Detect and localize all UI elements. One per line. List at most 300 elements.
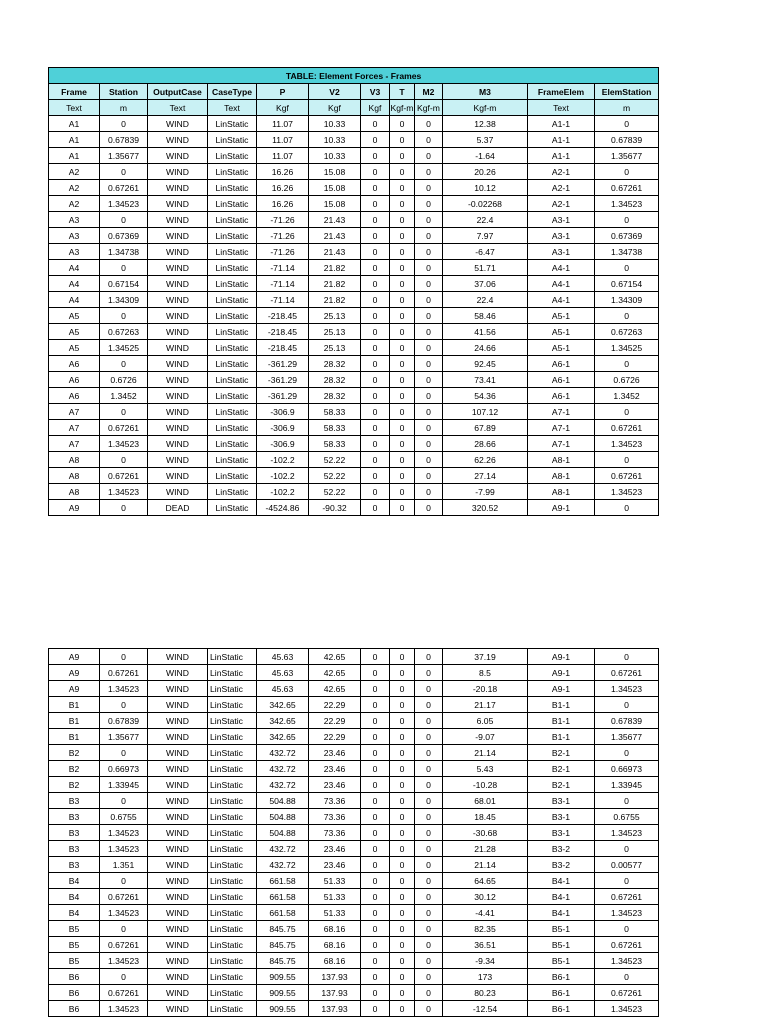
table-cell: WIND — [148, 372, 208, 388]
table-cell: -4524.86 — [257, 500, 309, 516]
table-cell: WIND — [148, 873, 208, 889]
table-cell: 1.34523 — [595, 825, 659, 841]
table-cell: A7 — [49, 436, 100, 452]
table-cell: 0 — [595, 969, 659, 985]
table-row — [49, 985, 659, 1001]
table-cell: 0 — [390, 308, 415, 324]
table-cell: 0 — [415, 436, 443, 452]
table-cell: 909.55 — [257, 969, 309, 985]
table-cell: 0 — [100, 649, 148, 665]
table-cell: 0 — [415, 777, 443, 793]
table-cell: 22.29 — [309, 729, 361, 745]
table-cell: 0 — [415, 713, 443, 729]
table-cell: 27.14 — [443, 468, 528, 484]
table-cell: 28.32 — [309, 356, 361, 372]
table-row — [49, 841, 659, 857]
table-cell: 0 — [415, 260, 443, 276]
table-cell: 0 — [390, 244, 415, 260]
table-cell: 0 — [361, 841, 390, 857]
table-cell: 23.46 — [309, 857, 361, 873]
table-cell: -361.29 — [257, 372, 309, 388]
table-cell: 0 — [390, 665, 415, 681]
table-cell: A4 — [49, 276, 100, 292]
table-cell: 15.08 — [309, 164, 361, 180]
table-body — [49, 116, 659, 516]
table-cell: 0 — [390, 404, 415, 420]
table-row — [49, 260, 659, 276]
table-cell: LinStatic — [208, 452, 257, 468]
table-cell: WIND — [148, 745, 208, 761]
table-cell: 0.66973 — [595, 761, 659, 777]
table-cell: -71.26 — [257, 228, 309, 244]
table-cell: 504.88 — [257, 793, 309, 809]
table-cell: 0 — [415, 665, 443, 681]
table-cell: 0 — [361, 260, 390, 276]
table-cell: 0 — [390, 132, 415, 148]
table-cell: LinStatic — [208, 793, 257, 809]
table-cell: 0 — [100, 164, 148, 180]
table-cell: 21.43 — [309, 228, 361, 244]
table-cell: A6 — [49, 372, 100, 388]
table-row — [49, 148, 659, 164]
table-cell: 51.33 — [309, 905, 361, 921]
table-cell: 22.29 — [309, 697, 361, 713]
table-cell: 73.41 — [443, 372, 528, 388]
table-cell: A7-1 — [528, 420, 595, 436]
table-cell: 0 — [100, 260, 148, 276]
table-cell: A8-1 — [528, 484, 595, 500]
table-cell: B4 — [49, 905, 100, 921]
table-cell: A1-1 — [528, 116, 595, 132]
table-cell: 342.65 — [257, 697, 309, 713]
table-cell: 0 — [361, 196, 390, 212]
table-cell: 28.32 — [309, 372, 361, 388]
table-cell: 1.34523 — [595, 905, 659, 921]
table-cell: 51.33 — [309, 873, 361, 889]
table-cell: 0 — [595, 500, 659, 516]
table-cell: Text — [49, 100, 100, 116]
table-cell: 0 — [390, 713, 415, 729]
table-cell: 432.72 — [257, 745, 309, 761]
table-cell: 0.67369 — [595, 228, 659, 244]
table-cell: Kgf-m — [415, 100, 443, 116]
table-cell: 10.33 — [309, 132, 361, 148]
table-cell: 0 — [415, 729, 443, 745]
table-cell: 16.26 — [257, 196, 309, 212]
table-cell: B5 — [49, 921, 100, 937]
table-cell: A2 — [49, 180, 100, 196]
table-cell: 432.72 — [257, 841, 309, 857]
table-cell: WIND — [148, 228, 208, 244]
table-cell: 432.72 — [257, 857, 309, 873]
table-cell: 0 — [415, 697, 443, 713]
table-cell: 0 — [595, 164, 659, 180]
table-cell: LinStatic — [208, 148, 257, 164]
table-cell: WIND — [148, 388, 208, 404]
table-cell: 0 — [100, 116, 148, 132]
table-cell: 0 — [390, 969, 415, 985]
table-cell: LinStatic — [208, 809, 257, 825]
table-cell: 0 — [595, 308, 659, 324]
table-cell: 0.6726 — [100, 372, 148, 388]
table-cell: 0 — [361, 180, 390, 196]
table-cell: 11.07 — [257, 132, 309, 148]
table-cell: 45.63 — [257, 665, 309, 681]
table-cell: B6 — [49, 985, 100, 1001]
table-cell: 0 — [361, 873, 390, 889]
table-cell: 845.75 — [257, 953, 309, 969]
table-cell: A5-1 — [528, 340, 595, 356]
table-cell: 1.34523 — [100, 484, 148, 500]
table-cell: 0 — [361, 276, 390, 292]
table-cell: 0 — [415, 649, 443, 665]
table-cell: LinStatic — [208, 697, 257, 713]
table-cell: -361.29 — [257, 388, 309, 404]
table-cell: 21.43 — [309, 212, 361, 228]
table-cell: 1.34523 — [595, 484, 659, 500]
table-cell: WIND — [148, 729, 208, 745]
table-cell: A7 — [49, 404, 100, 420]
table-cell: WIND — [148, 148, 208, 164]
table-cell: 0 — [100, 969, 148, 985]
table-cell: LinStatic — [208, 745, 257, 761]
table-cell: 0 — [595, 921, 659, 937]
table-cell: 16.26 — [257, 164, 309, 180]
table-cell: B3 — [49, 841, 100, 857]
table-row — [49, 276, 659, 292]
table-cell: 25.13 — [309, 324, 361, 340]
table-row — [49, 388, 659, 404]
table-row — [49, 340, 659, 356]
table-cell: 0 — [361, 132, 390, 148]
table-cell: 0 — [415, 841, 443, 857]
table-cell: 0 — [415, 681, 443, 697]
table-cell: 0.67263 — [595, 324, 659, 340]
table-cell: 0 — [361, 681, 390, 697]
table-cell: WIND — [148, 713, 208, 729]
table-cell: 909.55 — [257, 985, 309, 1001]
table-cell: 73.36 — [309, 809, 361, 825]
table-cell: 0 — [361, 825, 390, 841]
table-cell: 0 — [390, 905, 415, 921]
table-cell: 432.72 — [257, 777, 309, 793]
table-cell: 1.34523 — [595, 953, 659, 969]
table-cell: ElemStation — [595, 84, 659, 100]
table-cell: A9 — [49, 649, 100, 665]
table-cell: B1-1 — [528, 697, 595, 713]
table-cell: 661.58 — [257, 873, 309, 889]
table-cell: A5 — [49, 308, 100, 324]
table-cell: 0.67839 — [100, 713, 148, 729]
table-cell: 0 — [415, 921, 443, 937]
table-cell: A5-1 — [528, 308, 595, 324]
table-row — [49, 196, 659, 212]
table-cell: 21.82 — [309, 260, 361, 276]
table-cell: 661.58 — [257, 889, 309, 905]
table-cell: A3-1 — [528, 228, 595, 244]
table-cell: B3 — [49, 809, 100, 825]
table-cell: 0 — [390, 436, 415, 452]
table-cell: A9 — [49, 681, 100, 697]
table-cell: 0 — [415, 1001, 443, 1017]
table-cell: B2-1 — [528, 777, 595, 793]
table-cell: 0 — [361, 148, 390, 164]
table-row — [49, 324, 659, 340]
table-cell: LinStatic — [208, 228, 257, 244]
table-cell: 0.6755 — [595, 809, 659, 825]
table-row — [49, 809, 659, 825]
table-cell: -71.26 — [257, 212, 309, 228]
table-cell: A2-1 — [528, 196, 595, 212]
table-cell: WIND — [148, 825, 208, 841]
table-cell: V3 — [361, 84, 390, 100]
table-cell: 0.66973 — [100, 761, 148, 777]
table-cell: 0 — [595, 697, 659, 713]
table-cell: Frame — [49, 84, 100, 100]
table-cell: -306.9 — [257, 404, 309, 420]
table-cell: B6-1 — [528, 969, 595, 985]
table-cell: 0 — [361, 777, 390, 793]
table-cell: 45.63 — [257, 649, 309, 665]
table-cell: 0 — [415, 873, 443, 889]
table-cell: B3 — [49, 793, 100, 809]
table-cell: WIND — [148, 452, 208, 468]
table-cell: WIND — [148, 276, 208, 292]
table-cell: 0 — [390, 324, 415, 340]
table-row — [49, 468, 659, 484]
table-cell: A9 — [49, 665, 100, 681]
table-cell: 37.06 — [443, 276, 528, 292]
table-cell: -71.14 — [257, 276, 309, 292]
table-cell: WIND — [148, 681, 208, 697]
table-cell: 0 — [390, 985, 415, 1001]
table-cell: 0 — [361, 324, 390, 340]
table-cell: 7.97 — [443, 228, 528, 244]
table-cell: 0 — [390, 777, 415, 793]
table-cell: 0 — [361, 308, 390, 324]
table-cell: B6 — [49, 1001, 100, 1017]
table-row — [49, 825, 659, 841]
table-cell: 11.07 — [257, 116, 309, 132]
table-cell: Text — [528, 100, 595, 116]
table-cell: 0 — [415, 420, 443, 436]
table-cell: 0.67261 — [595, 665, 659, 681]
table-cell: 0 — [415, 180, 443, 196]
table-cell: 0 — [361, 761, 390, 777]
table-cell: 0.67839 — [595, 713, 659, 729]
table-cell: LinStatic — [208, 292, 257, 308]
table-cell: 23.46 — [309, 745, 361, 761]
table-cell: 0.67154 — [100, 276, 148, 292]
table-cell: 1.34523 — [100, 953, 148, 969]
table-cell: 25.13 — [309, 340, 361, 356]
table-cell: A2-1 — [528, 180, 595, 196]
table-cell: 58.33 — [309, 436, 361, 452]
table-row — [49, 873, 659, 889]
table-cell: B6-1 — [528, 985, 595, 1001]
table-cell: 0 — [361, 809, 390, 825]
table-cell: 0 — [390, 372, 415, 388]
table-cell: 0 — [595, 452, 659, 468]
table-row — [49, 420, 659, 436]
table-cell: 0 — [390, 116, 415, 132]
table-cell: FrameElem — [528, 84, 595, 100]
table-cell: Station — [100, 84, 148, 100]
table-cell: B4 — [49, 889, 100, 905]
table-cell: A2 — [49, 164, 100, 180]
table-cell: WIND — [148, 420, 208, 436]
table-cell: 342.65 — [257, 713, 309, 729]
table-cell: 1.34523 — [595, 1001, 659, 1017]
table-cell: 51.71 — [443, 260, 528, 276]
table-cell: 0 — [415, 484, 443, 500]
table-cell: 1.3452 — [595, 388, 659, 404]
table-cell: 12.38 — [443, 116, 528, 132]
table-cell: 0 — [361, 452, 390, 468]
table-cell: WIND — [148, 697, 208, 713]
table-cell: B5 — [49, 937, 100, 953]
table-cell: 0 — [390, 873, 415, 889]
table-cell: 0.67261 — [100, 665, 148, 681]
table-cell: 0 — [390, 340, 415, 356]
table-cell: 0.6726 — [595, 372, 659, 388]
table-cell: 21.14 — [443, 745, 528, 761]
table-row — [49, 681, 659, 697]
table-cell: 0 — [390, 889, 415, 905]
table-cell: B1-1 — [528, 729, 595, 745]
table-cell: 845.75 — [257, 921, 309, 937]
table-cell: 5.37 — [443, 132, 528, 148]
table-cell: LinStatic — [208, 372, 257, 388]
table-cell: LinStatic — [208, 132, 257, 148]
table-cell: 0 — [415, 292, 443, 308]
table-cell: 0 — [415, 825, 443, 841]
table-cell: -20.18 — [443, 681, 528, 697]
table-cell: 52.22 — [309, 468, 361, 484]
table-cell: A3 — [49, 212, 100, 228]
table-cell: -4.41 — [443, 905, 528, 921]
table-cell: 0 — [361, 372, 390, 388]
table-cell: A1-1 — [528, 148, 595, 164]
table-cell: LinStatic — [208, 665, 257, 681]
table-row — [49, 500, 659, 516]
table-cell: B1 — [49, 713, 100, 729]
table-cell: 0 — [361, 500, 390, 516]
table-cell: 21.43 — [309, 244, 361, 260]
table-cell: 0 — [415, 340, 443, 356]
table-cell: B1 — [49, 729, 100, 745]
table-cell: A3 — [49, 244, 100, 260]
table-cell: 0 — [415, 937, 443, 953]
table-cell: -30.68 — [443, 825, 528, 841]
table-cell: 0 — [390, 180, 415, 196]
table-cell: LinStatic — [208, 777, 257, 793]
table-cell: B5-1 — [528, 953, 595, 969]
table-cell: WIND — [148, 116, 208, 132]
table-cell: LinStatic — [208, 356, 257, 372]
table-cell: 1.351 — [100, 857, 148, 873]
table-cell: 0 — [415, 857, 443, 873]
table-cell: 0 — [595, 212, 659, 228]
table-row — [49, 793, 659, 809]
table-cell: A1 — [49, 132, 100, 148]
table-cell: 0 — [390, 420, 415, 436]
table-cell: 23.46 — [309, 841, 361, 857]
table-cell: B3-1 — [528, 825, 595, 841]
table-cell: WIND — [148, 212, 208, 228]
table-cell: 0 — [361, 857, 390, 873]
table-cell: 0 — [415, 356, 443, 372]
table-cell: 62.26 — [443, 452, 528, 468]
table-cell: 1.34738 — [100, 244, 148, 260]
table-cell: B3-1 — [528, 809, 595, 825]
table-row — [49, 729, 659, 745]
table-cell: 0.67369 — [100, 228, 148, 244]
table-cell: 0 — [415, 889, 443, 905]
table-cell: 0 — [100, 308, 148, 324]
table-cell: 0 — [100, 404, 148, 420]
table-cell: WIND — [148, 324, 208, 340]
table-cell: 23.46 — [309, 777, 361, 793]
table-cell: 0 — [361, 697, 390, 713]
table-cell: 0.67261 — [100, 985, 148, 1001]
table-cell: 173 — [443, 969, 528, 985]
table-cell: LinStatic — [208, 921, 257, 937]
table-cell: WIND — [148, 985, 208, 1001]
table-cell: 0 — [415, 969, 443, 985]
table-cell: A4-1 — [528, 292, 595, 308]
table-cell: LinStatic — [208, 953, 257, 969]
table-cell: 1.34523 — [100, 196, 148, 212]
table-cell: 504.88 — [257, 809, 309, 825]
table-cell: 80.23 — [443, 985, 528, 1001]
table-cell: WIND — [148, 244, 208, 260]
table-cell: A6-1 — [528, 372, 595, 388]
table-cell: 0 — [361, 649, 390, 665]
table-cell: WIND — [148, 649, 208, 665]
table-cell: -71.14 — [257, 260, 309, 276]
table-cell: 0 — [595, 793, 659, 809]
table-cell: 0.67261 — [595, 985, 659, 1001]
table-cell: 6.05 — [443, 713, 528, 729]
table-cell: 0 — [390, 468, 415, 484]
table-cell: -306.9 — [257, 420, 309, 436]
table-cell: 0 — [361, 665, 390, 681]
table-cell: 0 — [390, 164, 415, 180]
table-cell: 0 — [390, 649, 415, 665]
table-cell: A9-1 — [528, 649, 595, 665]
table-cell: T — [390, 84, 415, 100]
table-cell: A4-1 — [528, 276, 595, 292]
table-cell: B5-1 — [528, 921, 595, 937]
table-cell: 0 — [415, 500, 443, 516]
table-cell: 0 — [390, 921, 415, 937]
table-cell: 37.19 — [443, 649, 528, 665]
table-cell: 0 — [390, 196, 415, 212]
table-cell: 52.22 — [309, 484, 361, 500]
table-cell: 0 — [361, 969, 390, 985]
table-cell: WIND — [148, 356, 208, 372]
table-cell: WIND — [148, 793, 208, 809]
table-cell: -218.45 — [257, 308, 309, 324]
table-cell: A7 — [49, 420, 100, 436]
table-cell: -12.54 — [443, 1001, 528, 1017]
table-cell: LinStatic — [208, 436, 257, 452]
table-cell: 5.43 — [443, 761, 528, 777]
table-cell: 0 — [100, 873, 148, 889]
table-cell: M3 — [443, 84, 528, 100]
table-cell: 0 — [390, 761, 415, 777]
